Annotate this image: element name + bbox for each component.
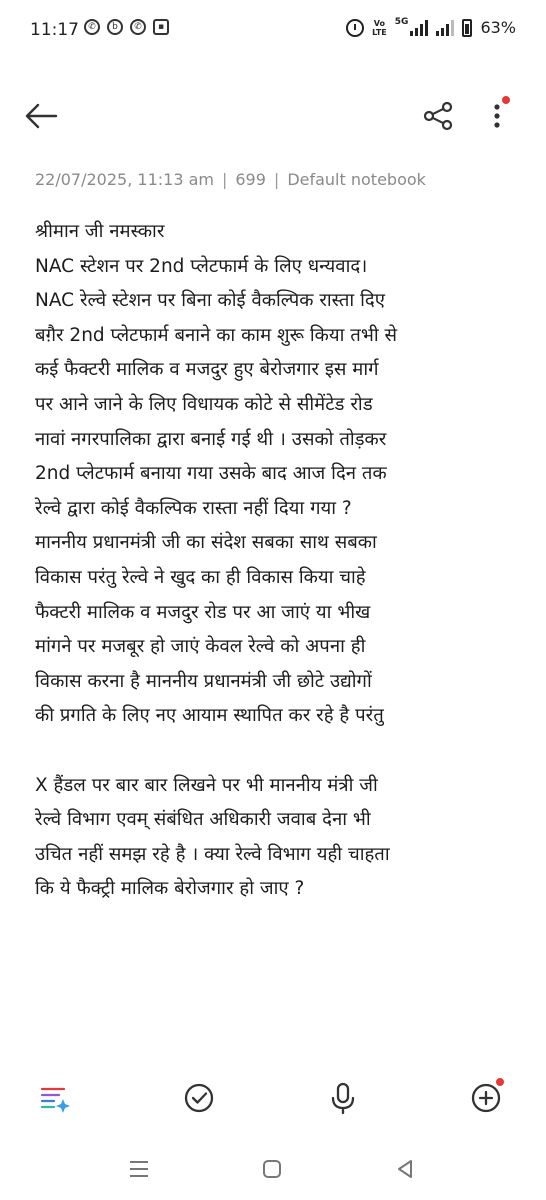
more-options-button[interactable] [484, 96, 514, 136]
status-right [346, 18, 516, 37]
top-app-bar [0, 80, 546, 150]
whatsapp-business-icon: b [107, 19, 123, 35]
note-char-count: 699 [235, 170, 266, 189]
menu-lines-icon [124, 1154, 154, 1184]
note-line: विकास करना है माननीय प्रधानमंत्री जी छोटे उद्योगों [35, 670, 372, 692]
back-button[interactable] [20, 96, 62, 136]
note-line: NAC रेल्वे स्टेशन पर बिना कोई वैकल्पिक रास्ता दिए [35, 290, 385, 312]
note-line: बग़ैर 2nd प्लेटफार्म बनाने का काम शुरू किया तभी से [35, 324, 398, 346]
note-line: विकास परंतु रेल्वे ने खुद का ही विकास किया चाहे [35, 566, 366, 588]
home-square-icon [257, 1154, 287, 1184]
share-button[interactable] [418, 96, 458, 136]
note-line: पर आने जाने के लिए विधायक कोटे से सीमेंटेड रोड [35, 393, 373, 415]
note-line: नावां नगरपालिका द्वारा बनाई गई थी । उसको तोड़कर [35, 428, 387, 450]
notification-dot [502, 96, 510, 104]
network-type-label: 5G [394, 16, 409, 27]
system-nav-bar [0, 1140, 546, 1200]
whatsapp-icon: ✆ [130, 19, 146, 35]
home-button[interactable] [257, 1154, 287, 1184]
battery-percent: 63% [480, 18, 516, 37]
recents-button[interactable] [124, 1154, 154, 1184]
note-line: माननीय प्रधानमंत्री जी का संदेश सबका साथ सबका [35, 532, 377, 554]
microphone-icon [323, 1078, 363, 1118]
signal-icon [410, 20, 428, 36]
more-vertical-icon [484, 96, 514, 136]
meta-separator: | [221, 170, 228, 189]
note-body[interactable] [35, 215, 535, 907]
triangle-back-icon [390, 1154, 420, 1184]
alarm-icon [346, 19, 364, 37]
note-line: 2nd प्लेटफार्म बनाया गया उसके बाद आज दिन तक [35, 463, 387, 485]
voice-input-button[interactable] [323, 1078, 363, 1118]
note-line: उचित नहीं समझ रहे है । क्या रेल्वे विभाग यही चाहता [35, 843, 390, 865]
back-arrow-icon [20, 96, 62, 136]
meta-separator: | [273, 170, 280, 189]
notification-icons [84, 19, 169, 35]
note-line: रेल्वे विभाग एवम् संबंधित अधिकारी जवाब देना भी [35, 809, 371, 831]
status-time: 11:17 [30, 20, 79, 40]
app-notification-icon: ▪ [153, 19, 169, 35]
note-meta [35, 170, 426, 189]
note-line: कई फैक्टरी मालिक व मजदुर हुए बेरोजगार इस मार्ग [35, 359, 379, 381]
note-line: कि ये फैक्ट्री मालिक बेरोजगार हो जाए ? [35, 878, 305, 900]
battery-icon [462, 19, 472, 37]
format-button[interactable] [35, 1078, 75, 1118]
note-line: X हैंडल पर बार बार लिखने पर भी माननीय मंत्री जी [35, 774, 378, 796]
note-blank-line [35, 734, 535, 769]
checklist-button[interactable] [179, 1078, 219, 1118]
add-attachment-button[interactable] [466, 1078, 506, 1118]
note-datetime: 22/07/2025, 11:13 am [35, 170, 214, 189]
note-line: मांगने पर मजबूर हो जाएं केवल रेल्वे को अपना ही [35, 636, 366, 658]
notification-dot [496, 1078, 504, 1086]
note-line: NAC स्टेशन पर 2nd प्लेटफार्म के लिए धन्यवाद। [35, 255, 368, 277]
note-line: श्रीमान जी नमस्कार [35, 221, 165, 242]
volte-icon: Vo LTE [372, 18, 387, 37]
notebook-name[interactable]: Default notebook [287, 170, 426, 189]
status-bar [0, 0, 546, 60]
note-line: रेल्वे द्वारा कोई वैकल्पिक रास्ता नहीं दिया गया ? [35, 497, 352, 519]
back-nav-button[interactable] [390, 1154, 420, 1184]
signal-icon [436, 20, 454, 36]
note-line: की प्रगति के लिए नए आयाम स्थापित कर रहे है परंतु [35, 705, 384, 727]
share-icon [418, 96, 458, 136]
note-line: फैक्टरी मालिक व मजदुर रोड पर आ जाएं या भीख [35, 601, 371, 623]
whatsapp-icon: ✆ [84, 19, 100, 35]
bottom-toolbar [0, 1060, 546, 1140]
checklist-icon [179, 1078, 219, 1118]
format-text-icon [35, 1078, 75, 1118]
